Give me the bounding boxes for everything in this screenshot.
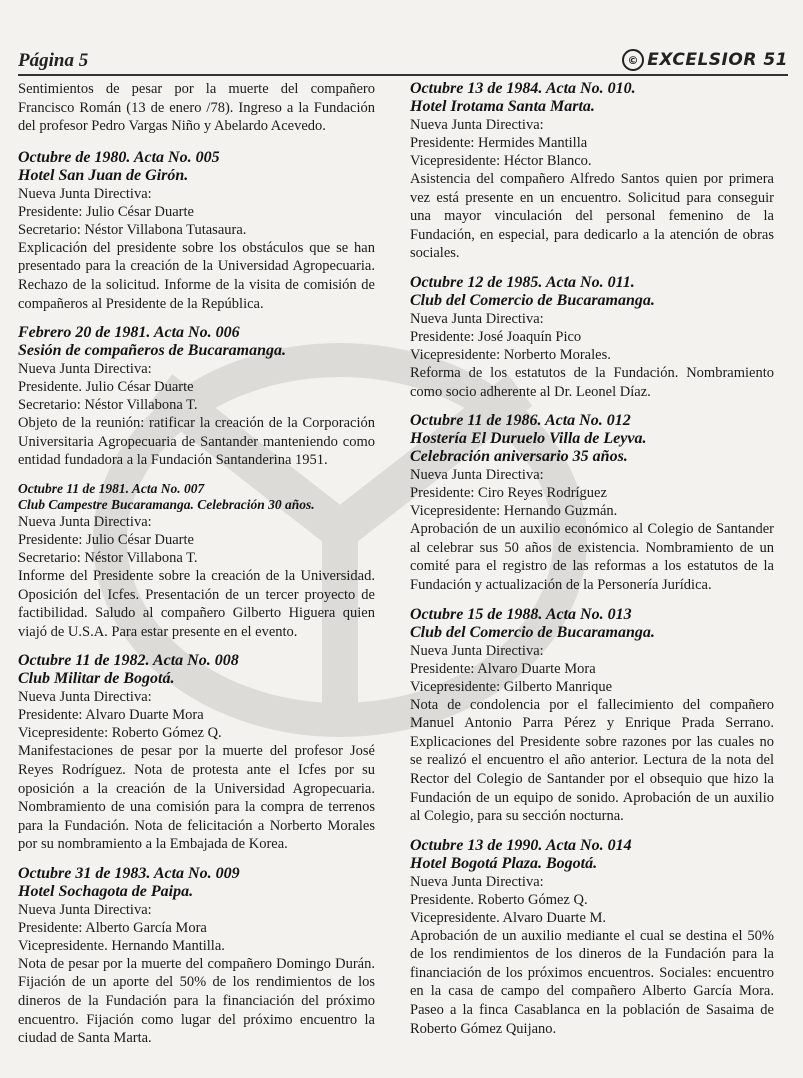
entry-line: Nueva Junta Directiva: [410,117,544,133]
acta-entry [18,865,375,1048]
entry-line: Presidente: Hermides Mantilla [410,135,588,151]
entry-text: Objeto de la reunión: ratificar la creación de la Corporación Universitaria Agropecuaria de Santander manteniendo como entidad fundadora a la Fundación Santanderina 1951. [18,415,375,469]
entry-venue: Hotel San Juan de Girón. [18,166,189,184]
entry-text: Nota de condolencia por el fallecimiento del compañero Manuel Antonio Parra Pérez y Enrique Prada Serrano. Explicaciones del Presidente sobre razones por las cuales no se realizó el encuentro el año anterior. Lectura de la nota del Rector del Colegio de Santander por el obsequio que hizo la Fundación de un equipo de sonido. Aprobación de un auxilio al Colegio, para su sección nocturna. [410,696,774,825]
acta-entry [410,837,774,1039]
page-number: Página 5 [18,50,89,71]
logo-text: EXCELSIOR 51 [647,50,788,70]
entry-line: Vicepresidente. Alvaro Duarte M. [410,909,607,926]
entry-line: Nueva Junta Directiva: [18,185,152,202]
acta-entry [410,412,774,594]
entry-heading: Febrero 20 de 1981. Acta No. 006 [18,324,240,342]
entry-subtitle: Celebración aniversario 35 años. [410,448,628,466]
entry-venue: Hotel Sochagota de Paipa. [18,882,194,900]
entry-line: Presidente: Ciro Reyes Rodríguez [410,485,607,502]
entry-line: Presidente: José Joaquín Pico [410,328,582,345]
entry-text: Manifestaciones de pesar por la muerte del profesor José Reyes Rodríguez. Nota de protesta ante el Icfes por su oposición a la creación de la Universidad Agropecuaria. Nombramiento de una comisión para la compra de terrenos para la Fundación. Nota de felicitación a Norberto Morales por su nombramiento a la Embajada de Korea. [18,743,375,853]
entry-line: Nueva Junta Directiva: [18,901,152,918]
entry-line: Nueva Junta Directiva: [18,513,152,530]
entry-line: Vicepresidente. Hernando Mantilla. [18,937,225,954]
entry-line: Nueva Junta Directiva: [410,310,544,327]
entry-heading: Octubre de 1980. Acta No. 005 [18,148,220,166]
entry-line: Presidente: Alberto García Mora [18,919,207,936]
entry-text: Aprobación de un auxilio mediante el cual se destina el 50% de los rendimientos de los dineros de la Fundación para la financiación de los próximos encuentros. Sociales: encuentro en la casa de campo del compañero Alberto García Mora. Paseo a la finca Casablanca en la población de Sasaima de Roberto Gómez Quijano. [410,927,774,1037]
entry-line: Secretario: Néstor Villabona T. [18,397,198,414]
entry-heading: Octubre 11 de 1982. Acta No. 008 [18,652,239,670]
entry-line: Presidente: Julio César Duarte [18,531,194,548]
entry-text: Explicación del presidente sobre los obstáculos que se han presentado para la creación de la Universidad Agropecuaria. Rechazo de la solicitud. Informe de la visita de comisión de compañeros al Presidente de la República. [18,239,375,312]
entry-venue: Club del Comercio de Bucaramanga. [410,291,655,309]
entry-heading: Octubre 31 de 1983. Acta No. 009 [18,864,240,882]
acta-entry [18,324,375,470]
right-column [410,80,774,1049]
entry-line: Presidente: Julio César Duarte [18,203,194,220]
acta-entry [18,652,375,854]
entry-heading: Octubre 11 de 1981. Acta No. 007 [18,480,205,496]
acta-entry [410,274,774,401]
entry-heading: Octubre 13 de 1990. Acta No. 014 [410,836,632,854]
entry-heading: Octubre 13 de 1984. Acta No. 010. [410,80,636,97]
entry-line: Nueva Junta Directiva: [18,361,152,378]
logo-badge-icon: © [622,49,644,71]
entry-line: Vicepresidente: Héctor Blanco. [410,153,592,169]
entry-line: Nueva Junta Directiva: [18,689,152,706]
entry-text: Reforma de los estatutos de la Fundación. Nombramiento como socio adherente al Dr. Leonel Díaz. [410,364,774,400]
entry-venue: Hotel Bogotá Plaza. Bogotá. [410,854,598,872]
entry-line: Nueva Junta Directiva: [410,467,544,484]
acta-entry [18,481,375,641]
acta-entry [410,80,774,263]
entry-line: Nueva Junta Directiva: [410,642,544,659]
entry-text: Asistencia del compañero Alfredo Santos quien por primera vez está presente en un encuentro. Solicitud para conseguir una mayor vinculación del personal femenino de la Fundación, en especial, para dedicarlo a la atención de obras sociales. [410,171,774,262]
entry-line: Vicepresidente: Gilberto Manrique [410,678,613,695]
entry-line: Nueva Junta Directiva: [410,873,544,890]
entry-heading: Octubre 12 de 1985. Acta No. 011. [410,273,635,291]
entry-venue: Hostería El Duruelo Villa de Leyva. [410,430,647,448]
entry-line: Presidente. Roberto Gómez Q. [410,891,588,908]
publication-logo [622,48,788,72]
header-rule [18,74,788,76]
entry-venue: Club Campestre Bucaramanga. Celebración 30 años. [18,496,315,512]
acta-entry [18,149,375,313]
intro-paragraph: Sentimientos de pesar por la muerte del compañero Francisco Román (13 de enero /78). Ingreso a la Fundación del profesor Pedro Vargas Niño y Abelardo Acevedo. [18,81,375,135]
entry-venue: Hotel Irotama Santa Marta. [410,98,595,115]
entry-text: Informe del Presidente sobre la creación de la Universidad. Oposición del Icfes. Presentación de un tercer proyecto de factibilidad. Saludo al compañero Gilberto Higuera quien viajó de U.S.A. Para estar presente en el evento. [18,567,375,640]
entry-line: Vicepresidente: Norberto Morales. [410,346,611,363]
entry-venue: Club Militar de Bogotá. [18,670,175,688]
entry-line: Secretario: Néstor Villabona T. [18,549,198,566]
entry-line: Presidente. Julio César Duarte [18,379,194,396]
entry-heading: Octubre 15 de 1988. Acta No. 013 [410,605,632,623]
entry-venue: Club del Comercio de Bucaramanga. [410,623,655,641]
entry-line: Secretario: Néstor Villabona Tutasaura. [18,221,247,238]
entry-venue: Sesión de compañeros de Bucaramanga. [18,342,287,360]
left-column [18,80,375,1059]
entry-text: Aprobación de un auxilio económico al Colegio de Santander al celebrar sus 50 años de existencia. Nombramiento de un comité para el registro de las reformas a los estatutos de la Fundación y actualización de la Personería Jurídica. [410,521,774,593]
entry-line: Presidente: Alvaro Duarte Mora [410,660,596,677]
entry-line: Vicepresidente: Hernando Guzmán. [410,503,618,520]
entry-line: Presidente: Alvaro Duarte Mora [18,707,204,724]
entry-line: Vicepresidente: Roberto Gómez Q. [18,725,222,742]
acta-entry [410,606,774,826]
entry-heading: Octubre 11 de 1986. Acta No. 012 [410,412,631,430]
entry-text: Nota de pesar por la muerte del compañero Domingo Durán. Fijación de un aporte del 50% de los rendimientos de los dineros de la Fundación para la financiación del próximo encuentro. Fijación como lugar del próximo encuentro la ciudad de Santa Marta. [18,955,375,1047]
